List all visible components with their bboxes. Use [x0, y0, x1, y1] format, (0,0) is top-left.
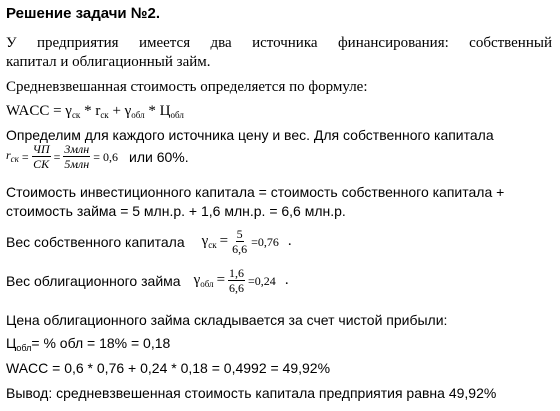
- paragraph-intro-line1: [6, 36, 552, 51]
- denominator: СК: [33, 157, 50, 171]
- paragraph-invested-capital-line1: Стоимость инвестиционного капитала = стоимость собственного капитала +: [6, 184, 505, 200]
- bond-price-line: [6, 336, 170, 353]
- equity-cost-formula: $r_{ск}$ = $\frac{ЧП}{СК}$ = $\frac{\text{3млн}}{\text{5млн}}$ = 0,6 или 60%.: [6, 142, 189, 171]
- paragraph-price-weight: Определим для каждого источника цену и вес. Для собственного капитала: [6, 127, 494, 143]
- subscript: ск: [71, 110, 81, 120]
- conclusion: Вывод: средневзвешенная стоимость капитала предприятия равна 49,92%: [6, 385, 497, 401]
- wacc-lhs: WACC =: [6, 103, 62, 119]
- gamma-symbol: γ: [65, 103, 72, 119]
- numerator: 5: [236, 227, 243, 241]
- operator: +: [112, 103, 121, 119]
- result-value: =0,24: [248, 273, 276, 288]
- paragraph-intro-line2: капитал и облигационный займ.: [6, 54, 211, 70]
- bond-price-value: = % обл = 18% = 0,18: [31, 335, 171, 351]
- fraction-net-profit-equity: [32, 143, 51, 170]
- r-symbol: r: [95, 103, 101, 119]
- fraction-bond-weight: [228, 267, 245, 294]
- word: имеется: [138, 35, 191, 51]
- equity-weight-label: Вес собственного капитала: [6, 233, 185, 250]
- price-symbol: Ц: [159, 103, 171, 119]
- operator: *: [84, 103, 92, 119]
- numerator: 3млн: [64, 142, 90, 156]
- page-title: Решение задачи №2.: [6, 5, 161, 22]
- subscript: ск: [100, 110, 109, 120]
- wacc-formula: [6, 104, 184, 120]
- rsk-symbol: $r_{ск}$: [6, 148, 19, 164]
- fraction-equity-weight: [231, 228, 248, 255]
- bond-weight-formula: Вес облигационного займа $\gamma_{обл}$ = $\frac{1,6}{6,6}$ =0,24 .: [6, 266, 289, 295]
- paragraph-bond-price: Цена облигационного займа складывается за счет чистой прибыли:: [6, 312, 448, 328]
- result-value: = 0,6: [93, 149, 119, 164]
- result-value: =0,76: [251, 234, 279, 249]
- operator: *: [148, 103, 156, 119]
- denominator: 6,6: [229, 281, 245, 295]
- word: финансирования:: [337, 35, 449, 51]
- numerator: ЧП: [32, 142, 50, 156]
- word: источника: [252, 35, 318, 51]
- denominator: 5млн: [64, 157, 90, 171]
- gamma-symbol: γ: [124, 103, 132, 119]
- paragraph-invested-capital-line2: стоимость займа = 5 млн.р. + 1,6 млн.р. = 6,6 млн.р.: [6, 203, 346, 219]
- percent-text: или 60%.: [129, 148, 189, 165]
- subscript: обл: [200, 278, 214, 289]
- formula-intro-text: Средневзвешанная стоимость определяется по формуле:: [6, 79, 368, 95]
- price-symbol: Ц: [6, 335, 17, 351]
- word: предприятия: [37, 35, 119, 51]
- subscript: ск: [208, 239, 217, 250]
- word: два: [210, 35, 232, 51]
- word: собственный: [469, 35, 552, 51]
- gamma-symbol: γ: [201, 232, 209, 249]
- subscript: обл: [170, 110, 184, 120]
- bond-weight-label: Вес облигационного займа: [6, 272, 181, 289]
- subscript: обл: [131, 110, 145, 120]
- wacc-calculation: WACC = 0,6 * 0,76 + 0,24 * 0,18 = 0,4992 = 49,92%: [6, 360, 331, 376]
- denominator: 6,6: [232, 242, 248, 256]
- fraction-millions: [63, 143, 90, 170]
- gamma-symbol: γ: [193, 271, 201, 288]
- equity-weight-formula: Вес собственного капитала $\gamma_{ск}$ = $\frac{5}{6,6}$ =0,76 .: [6, 227, 292, 256]
- word: У: [6, 35, 17, 51]
- subscript: обл: [16, 343, 32, 353]
- numerator: 1,6: [229, 266, 245, 280]
